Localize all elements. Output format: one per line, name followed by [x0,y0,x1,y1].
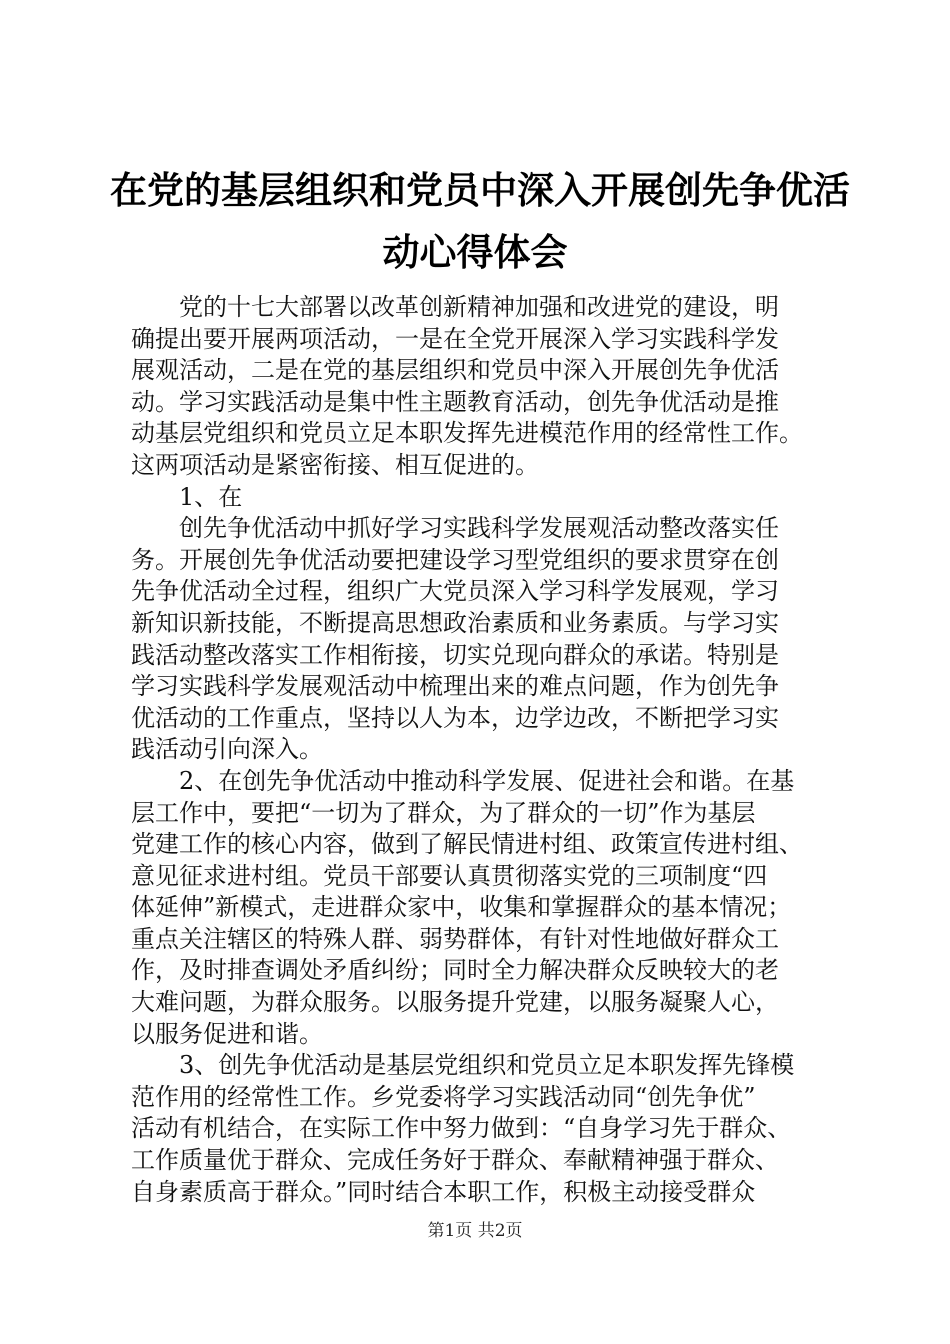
text-line: 2、在创先争优活动中推动科学发展、促进社会和谐。在基 [179,766,795,795]
document-body [131,292,831,1208]
text-line: 体延伸”新模式，走进群众家中，收集和掌握群众的基本情况； [131,893,792,922]
text-line: 意见征求进村组。党员干部要认真贯彻落实党的三项制度“四 [131,861,768,890]
text-line: 先争优活动全过程，组织广大党员深入学习科学发展观，学习 [131,577,779,606]
page-number-footer: 第1页 共2页 [427,1221,523,1241]
text-line: 1、在 [179,482,243,511]
text-line: 作，及时排查调处矛盾纠纷；同时全力解决群众反映较大的老 [131,956,779,985]
text-line: 层工作中，要把“一切为了群众，为了群众的一切”作为基层 [131,798,756,827]
text-line: 活动有机结合，在实际工作中努力做到：“自身学习先于群众、 [131,1114,792,1143]
text-line: 范作用的经常性工作。乡党委将学习实践活动同“创先争优” [131,1082,756,1111]
text-line: 学习实践科学发展观活动中梳理出来的难点问题，作为创先争 [131,672,779,701]
document-title [110,160,850,284]
text-line: 动。学习实践活动是集中性主题教育活动，创先争优活动是推 [131,387,779,416]
text-line: 党的十七大部署以改革创新精神加强和改进党的建设，明 [179,293,779,321]
text-line: 重点关注辖区的特殊人群、弱势群体，有针对性地做好群众工 [131,924,779,953]
title-line-1: 在党的基层组织和党员中深入开展创先争优活 [110,169,850,212]
text-line: 工作质量优于群众、完成任务好于群众、奉献精神强于群众、 [131,1146,779,1175]
text-line: 展观活动，二是在党的基层组织和党员中深入开展创先争优活 [131,356,779,385]
text-line: 党建工作的核心内容，做到了解民情进村组、政策宣传进村组、 [131,830,803,859]
text-line: 优活动的工作重点，坚持以人为本，边学边改，不断把学习实 [131,703,779,732]
title-line-2: 动心得体会 [382,231,568,274]
text-line: 新知识新技能，不断提高思想政治素质和业务素质。与学习实 [131,608,779,637]
text-line: 自身素质高于群众。”同时结合本职工作，积极主动接受群众 [131,1177,756,1206]
text-line: 动基层党组织和党员立足本职发挥先进模范作用的经常性工作。 [131,419,803,448]
text-line: 践活动整改落实工作相衔接，切实兑现向群众的承诺。特别是 [131,640,779,669]
text-line: 这两项活动是紧密衔接、相互促进的。 [131,450,539,479]
text-line: 大难问题，为群众服务。以服务提升党建，以服务凝聚人心， [131,988,779,1017]
text-line: 践活动引向深入。 [131,735,323,764]
text-line: 务。开展创先争优活动要把建设学习型党组织的要求贯穿在创 [131,545,779,574]
text-line: 3、创先争优活动是基层党组织和党员立足本职发挥先锋模 [179,1051,795,1080]
text-line: 以服务促进和谐。 [131,1019,323,1048]
text-line: 创先争优活动中抓好学习实践科学发展观活动整改落实任 [179,514,779,543]
text-line: 确提出要开展两项活动，一是在全党开展深入学习实践科学发 [131,324,779,353]
